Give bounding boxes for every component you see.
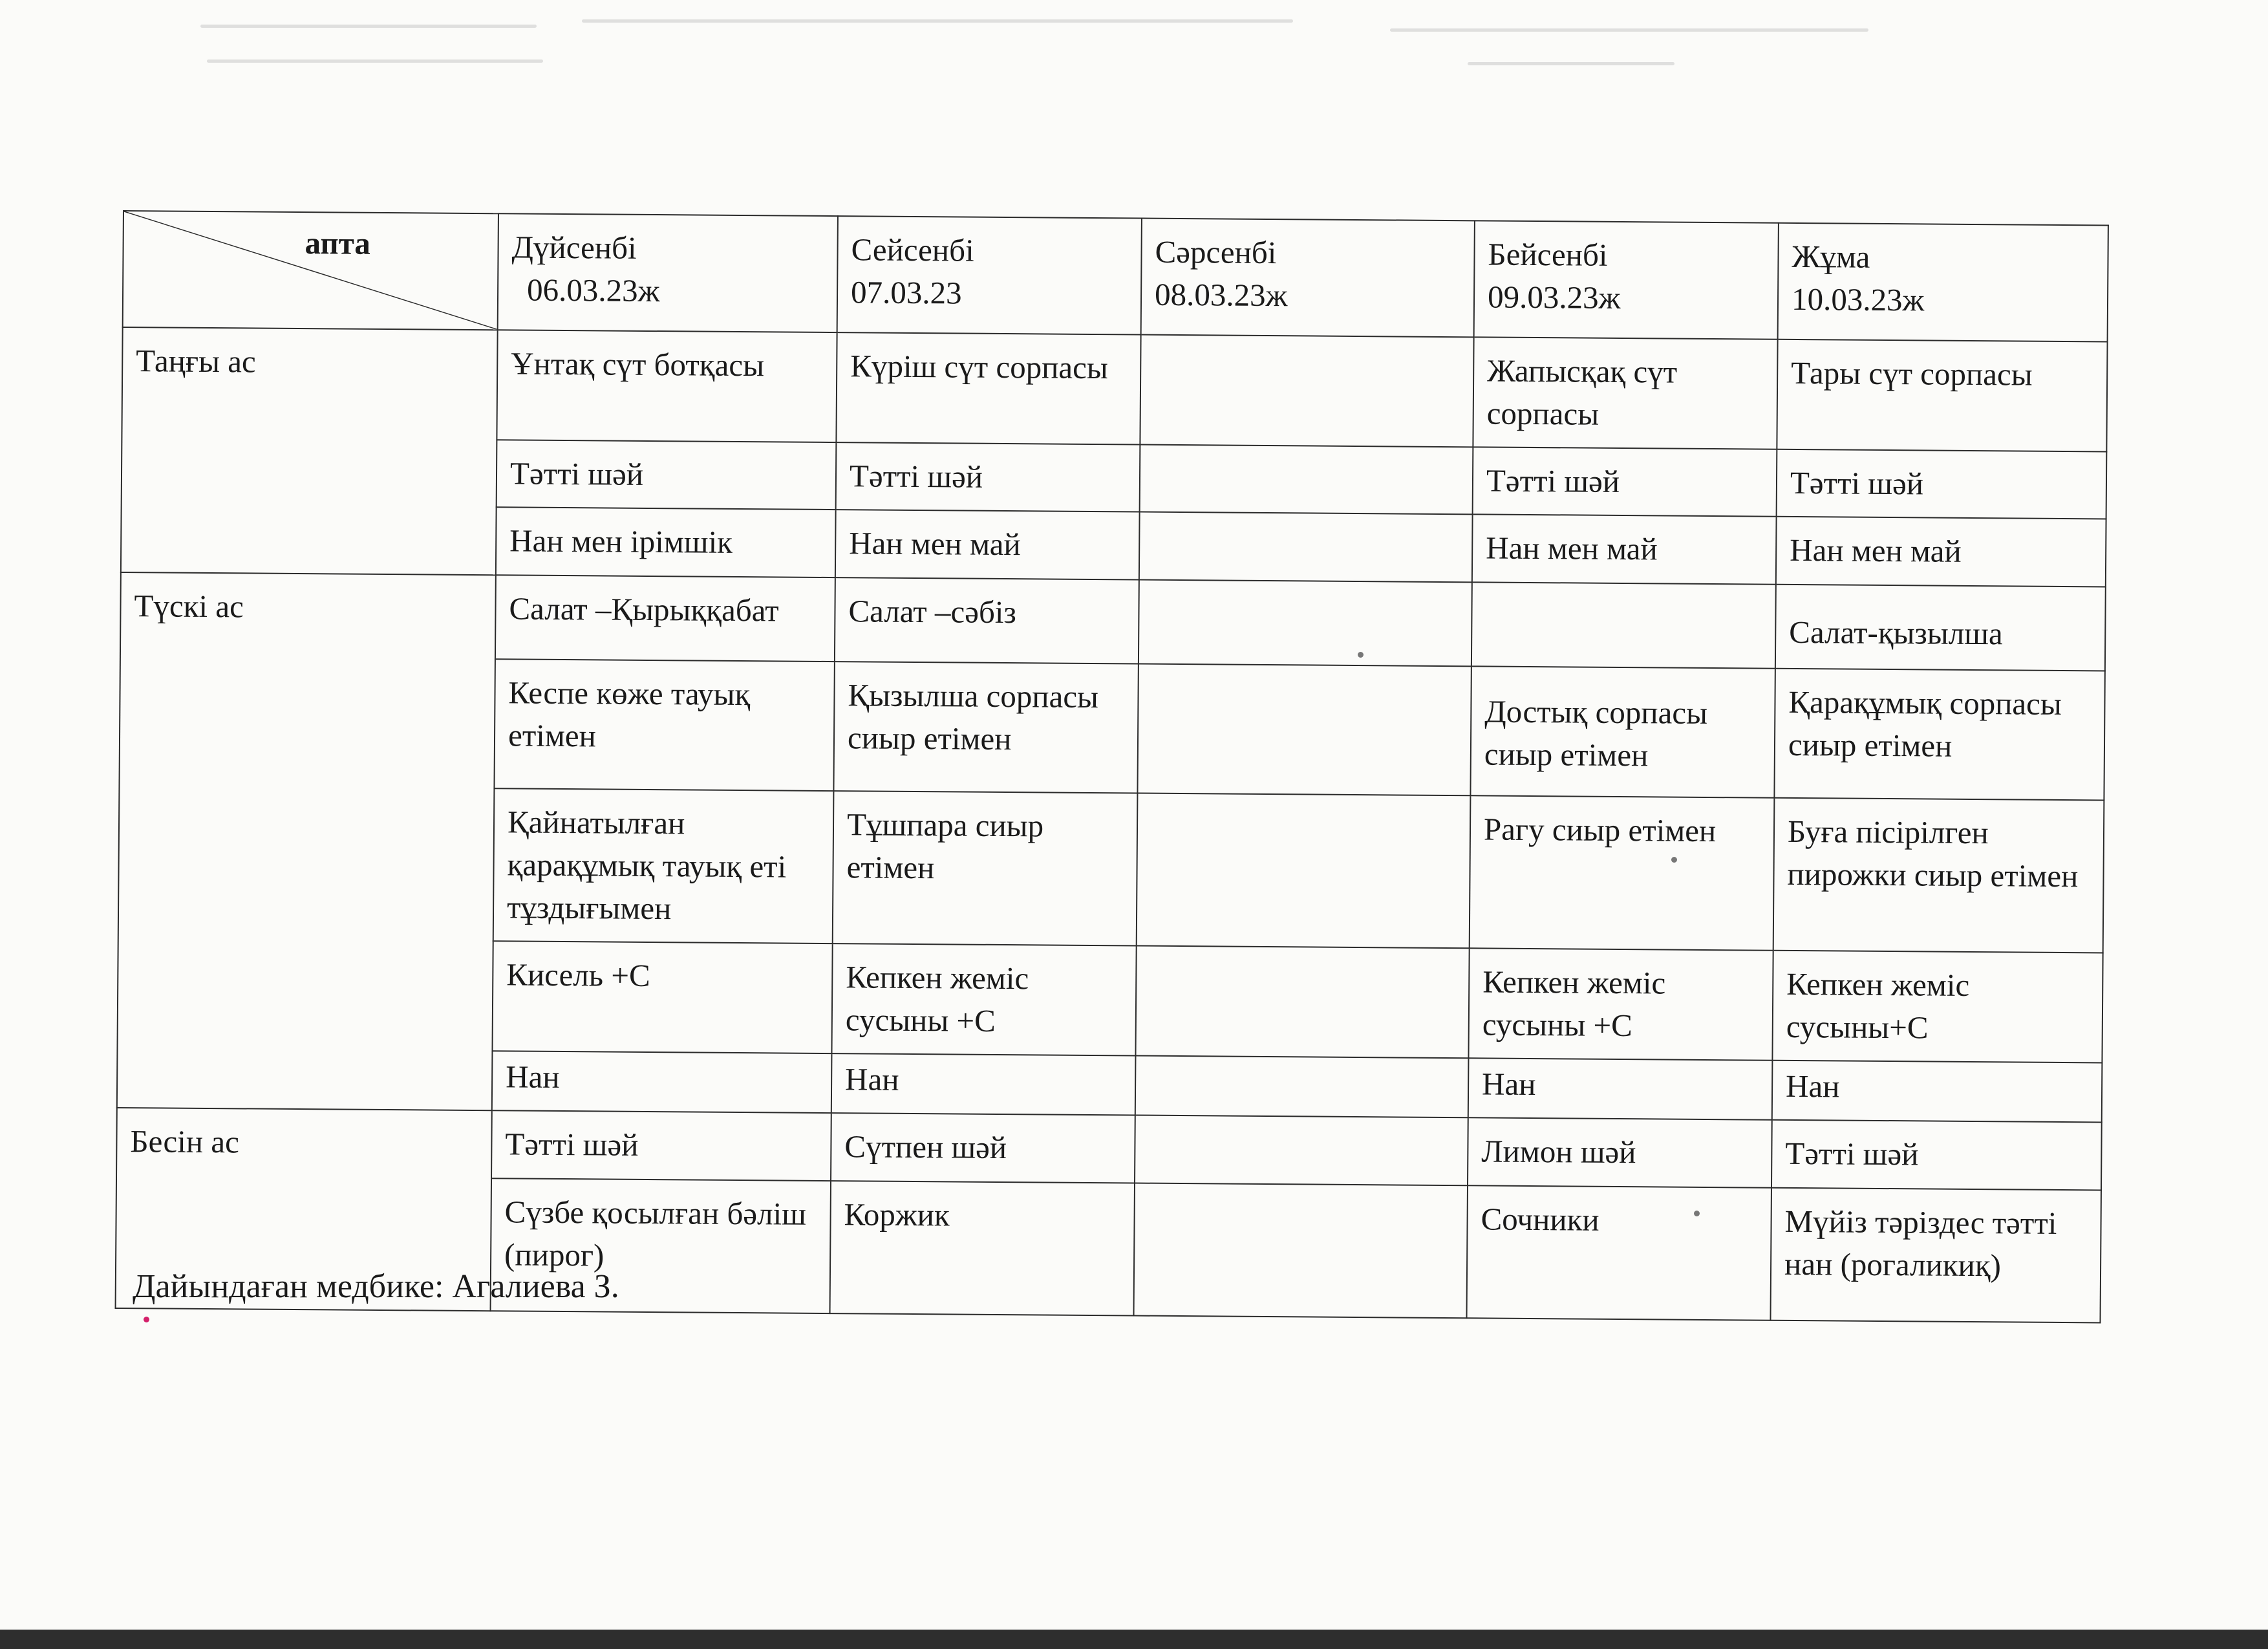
menu-cell: Нан мен май [835,510,1140,580]
table-row [116,1108,2102,1190]
scan-streak [582,19,1293,23]
day-date: 09.03.23ж [1487,279,1621,316]
menu-cell [1137,663,1471,795]
day-name: Сейсенбі [851,232,974,268]
menu-cell [1471,582,1776,668]
meal-label-breakfast: Таңғы ас [121,327,498,575]
menu-cell: Кеспе көже тауық етімен [494,659,834,791]
menu-cell [1135,1056,1469,1118]
menu-cell: Тәтті шәй [1473,447,1777,517]
prepared-by-note: Дайындаған медбике: Агалиева З. [133,1268,619,1305]
menu-cell: Күріш сүт сорпасы [836,332,1140,445]
menu-cell: Тәтті шәй [491,1111,831,1181]
menu-cell: Жапысқақ сүт сорпасы [1473,337,1777,449]
menu-cell: Нан мен май [1472,515,1777,585]
scan-bottom-edge [0,1630,2268,1649]
menu-cell: Ұнтақ сүт ботқасы [497,330,837,442]
menu-cell: Лимон шәй [1468,1118,1772,1188]
menu-cell: Тұшпара сиыр етімен [833,791,1138,946]
menu-cell: Тәтті шәй [497,440,837,510]
menu-cell [1135,946,1469,1059]
week-label: апта [305,225,371,261]
menu-cell [1135,1116,1468,1185]
day-header-tuesday [837,216,1142,334]
menu-cell: Кисель +С [492,941,832,1053]
menu-cell [1140,335,1473,447]
day-name: Дүйсенбі [511,229,637,266]
menu-cell: Кепкен жеміс сусыны +С [831,943,1136,1056]
day-date: 06.03.23ж [526,272,660,309]
menu-cell: Буға пісірілген пирожки сиыр етімен [1773,797,2104,953]
menu-cell [1139,512,1473,582]
menu-cell: Достық сорпасы сиыр етімен [1470,666,1775,797]
day-header-monday [498,213,838,332]
scan-streak [1468,62,1674,65]
menu-cell: Коржик [830,1181,1135,1315]
scan-streak [200,25,537,28]
menu-cell: Нан [1772,1061,2102,1123]
menu-cell: Нан [492,1051,832,1113]
day-header-thursday [1474,221,1779,339]
table-row [120,572,2106,671]
day-date: 07.03.23 [850,274,962,311]
menu-cell: Қайнатылған қарақұмық тауық еті тұздығымен [493,788,834,943]
menu-cell: Кепкен жеміс сусыны+С [1772,951,2102,1063]
scan-speck [144,1317,149,1322]
menu-cell: Нан мен ірімшік [496,508,836,577]
menu-cell: Мүйіз тәріздес тәтті нан (рогаликиқ) [1770,1187,2101,1322]
header-row [123,211,2108,341]
scan-streak [1390,28,1868,32]
meal-label-lunch: Түскі ас [117,572,496,1111]
menu-cell [1140,445,1473,515]
menu-cell: Сүтпен шәй [831,1113,1135,1183]
day-header-friday [1778,223,2108,342]
menu-cell: Сүзбе қосылған бәліш (пирог) [491,1178,831,1313]
menu-cell: Кепкен жеміс сусыны +С [1468,948,1773,1061]
menu-cell: Тәтті шәй [1771,1120,2102,1190]
menu-cell: Рагу сиыр етімен [1470,795,1775,951]
menu-cell: Нан [831,1053,1136,1116]
menu-cell: Тары сүт сорпасы [1777,339,2107,452]
table-row [122,327,2107,452]
corner-cell [123,211,498,330]
menu-cell: Нан мен май [1776,517,2106,587]
menu-cell: Тәтті шәй [836,442,1140,512]
meal-label-afternoon-snack: Бесін ас [116,1108,492,1310]
menu-cell: Нан [1468,1059,1773,1121]
day-date: 10.03.23ж [1791,281,1925,318]
menu-cell [1139,579,1472,666]
menu-cell: Салат –Қырыққабат [495,575,835,662]
menu-cell [1137,793,1471,948]
scan-streak [207,59,543,63]
day-name: Жұма [1792,238,1870,275]
day-date: 08.03.23ж [1154,276,1288,314]
menu-cell [1134,1183,1468,1318]
day-header-wednesday [1141,219,1475,338]
day-name: Бейсенбі [1488,236,1608,273]
menu-cell: Қарақұмық сорпасы сиыр етімен [1774,668,2104,800]
menu-cell: Сочники [1467,1185,1771,1320]
menu-cell: Қызылша сорпасы сиыр етімен [833,662,1138,793]
day-name: Сәрсенбі [1155,233,1277,271]
menu-cell: Салат –сәбіз [835,577,1139,663]
menu-cell: Салат-қызылша [1775,584,2106,671]
menu-cell: Тәтті шәй [1777,449,2107,519]
weekly-menu-table [115,210,2109,1323]
